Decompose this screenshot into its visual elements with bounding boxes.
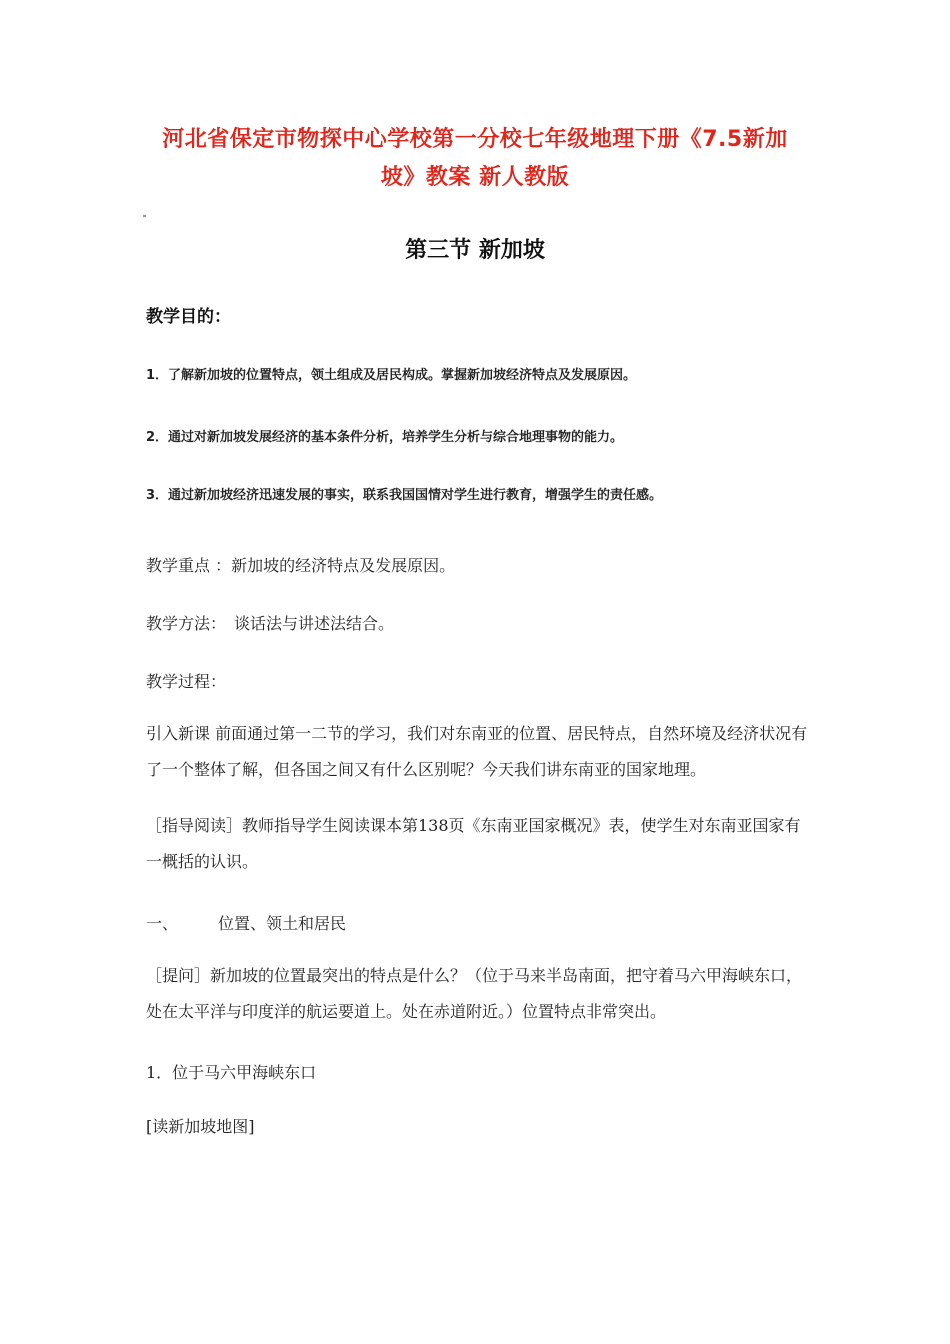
document-title-line-1: 河北省保定市物探中心学校第一分校七年级地理下册《7.5新加	[162, 127, 788, 152]
goals-heading: 教学目的：	[146, 307, 231, 327]
key-point: 教学重点 ：新加坡的经济特点及发展原因。	[146, 556, 456, 575]
document-title-line-2: 坡》教案 新人教版	[380, 165, 570, 190]
point-one: 1．位于马六甲海峡东口	[146, 1063, 317, 1082]
goal-item-3: 3．通过新加坡经济迅速发展的事实，联系我国国情对学生进行教育，增强学生的责任感。	[146, 488, 663, 503]
section-title: 第三节 新加坡	[405, 238, 545, 263]
teaching-method: 教学方法： 谈话法与讲述法结合。	[146, 614, 395, 633]
intro-paragraph: 引入新课 前面通过第一二节的学习，我们对东南亚的位置、居民特点，自然环境及经济状况有了一个整体了解，但各国之间又有什么区别呢？今天我们讲东南亚的国家地理。	[146, 724, 808, 779]
goal-item-2: 2．通过对新加坡发展经济的基本条件分析，培养学生分析与综合地理事物的能力。	[146, 430, 624, 445]
question-paragraph: ［提问］新加坡的位置最突出的特点是什么？（位于马来半岛南面，把守着马六甲海峡东口，处在太平洋与印度洋的航运要道上。处在赤道附近。）位置特点非常突出。	[146, 966, 803, 1021]
guided-reading-paragraph: ［指导阅读］教师指导学生阅读课本第138页《东南亚国家概况》表，使学生对东南亚国家有一概括的认识。	[146, 816, 801, 871]
teaching-process: 教学过程：	[146, 672, 227, 691]
stray-mark	[143, 215, 146, 217]
goal-item-1: 1．了解新加坡的位置特点，领土组成及居民构成。掌握新加坡经济特点及发展原因。	[146, 368, 637, 383]
section-one-heading: 一、 位置、领土和居民	[146, 914, 347, 933]
read-map-note: [读新加坡地图]	[146, 1117, 255, 1136]
